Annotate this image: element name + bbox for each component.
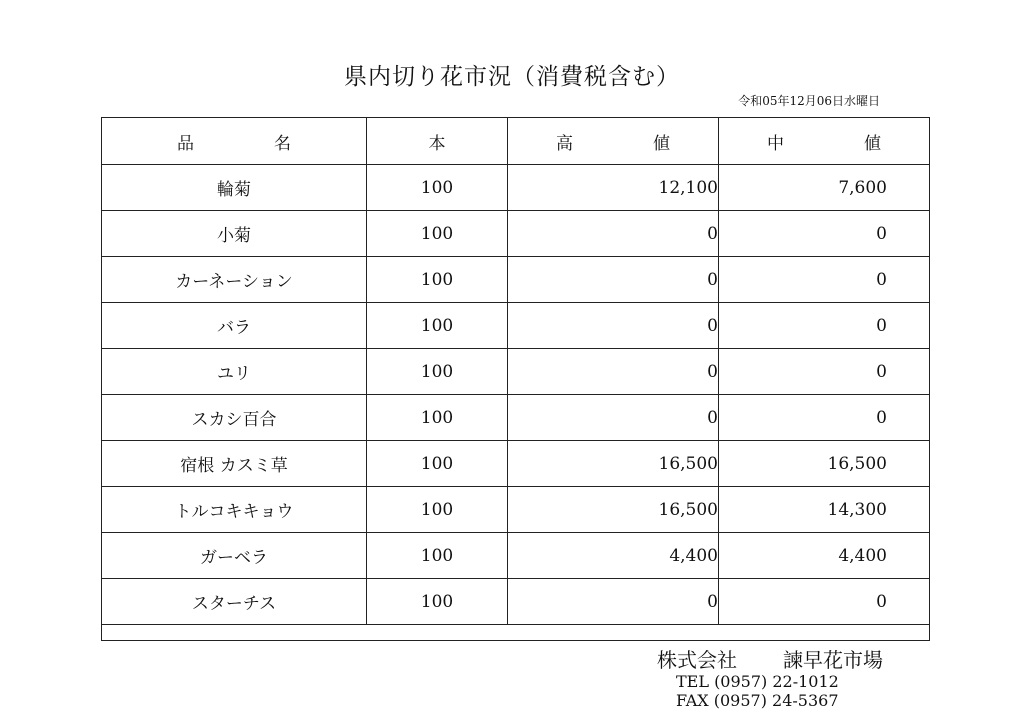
cell-mid-price: 14,300 [719, 487, 930, 533]
fax-number: FAX (0957) 24-5367 [676, 691, 839, 710]
cell-mid-price: 0 [719, 211, 930, 257]
cell-count: 100 [367, 211, 508, 257]
cell-count: 100 [367, 533, 508, 579]
cell-item-name: スターチス [102, 579, 367, 625]
cell-high-price: 0 [508, 579, 719, 625]
market-price-table [101, 117, 930, 641]
cell-count: 100 [367, 487, 508, 533]
cell-count: 100 [367, 165, 508, 211]
table-row [102, 487, 930, 533]
header-mid-part1: 中 [767, 133, 784, 154]
page-title: 県内切り花市況（消費税含む） [344, 64, 680, 90]
table-row [102, 579, 930, 625]
cell-count: 100 [367, 579, 508, 625]
report-date: 令和05年12月06日水曜日 [738, 94, 880, 108]
header-mid-part2: 値 [864, 133, 881, 154]
cell-high-price: 16,500 [508, 441, 719, 487]
table-row [102, 257, 930, 303]
cell-mid-price: 16,500 [719, 441, 930, 487]
spacer-cell [508, 625, 719, 641]
table-row [102, 349, 930, 395]
header-high [508, 118, 719, 165]
header-name [102, 118, 367, 165]
spacer-cell [367, 625, 508, 641]
table-row [102, 303, 930, 349]
table-row [102, 165, 930, 211]
table-row [102, 441, 930, 487]
cell-count: 100 [367, 303, 508, 349]
cell-high-price: 0 [508, 395, 719, 441]
header-name-part2: 名 [274, 133, 291, 154]
table-row [102, 533, 930, 579]
cell-mid-price: 7,600 [719, 165, 930, 211]
cell-high-price: 0 [508, 303, 719, 349]
cell-high-price: 0 [508, 211, 719, 257]
cell-item-name: バラ [102, 303, 367, 349]
company-name [657, 644, 883, 673]
tel-number: TEL (0957) 22-1012 [676, 672, 839, 691]
cell-item-name: トルコキキョウ [102, 487, 367, 533]
table-row [102, 395, 930, 441]
cell-mid-price: 0 [719, 579, 930, 625]
header-mid [719, 118, 930, 165]
company-title: 諫早花市場 [783, 648, 883, 672]
spacer-cell [102, 625, 367, 641]
header-name-part1: 品 [177, 133, 194, 154]
cell-item-name: ガーベラ [102, 533, 367, 579]
cell-high-price: 16,500 [508, 487, 719, 533]
cell-high-price: 0 [508, 349, 719, 395]
cell-high-price: 0 [508, 257, 719, 303]
header-high-part2: 値 [653, 133, 670, 154]
header-high-part1: 高 [556, 133, 573, 154]
cell-mid-price: 4,400 [719, 533, 930, 579]
cell-mid-price: 0 [719, 303, 930, 349]
cell-item-name: ユリ [102, 349, 367, 395]
cell-item-name: スカシ百合 [102, 395, 367, 441]
cell-count: 100 [367, 257, 508, 303]
cell-mid-price: 0 [719, 349, 930, 395]
contact-info [676, 672, 839, 710]
table-row [102, 211, 930, 257]
table-header-row [102, 118, 930, 165]
cell-item-name: 小菊 [102, 211, 367, 257]
cell-mid-price: 0 [719, 257, 930, 303]
cell-count: 100 [367, 441, 508, 487]
spacer-cell [719, 625, 930, 641]
header-count: 本 [367, 118, 508, 165]
table-bottom-spacer [102, 625, 930, 641]
cell-item-name: 宿根 カスミ草 [102, 441, 367, 487]
cell-count: 100 [367, 349, 508, 395]
cell-item-name: カーネーション [102, 257, 367, 303]
cell-high-price: 4,400 [508, 533, 719, 579]
cell-high-price: 12,100 [508, 165, 719, 211]
cell-item-name: 輪菊 [102, 165, 367, 211]
cell-mid-price: 0 [719, 395, 930, 441]
cell-count: 100 [367, 395, 508, 441]
company-type: 株式会社 [657, 648, 737, 672]
